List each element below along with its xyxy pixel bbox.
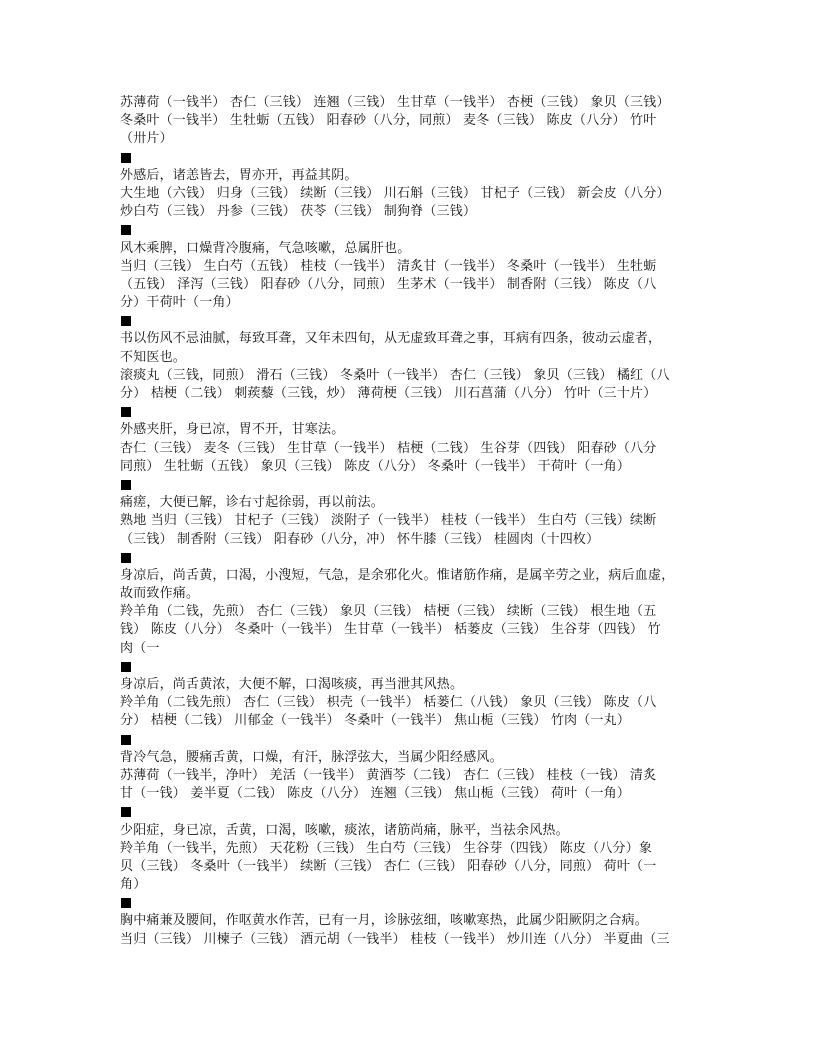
section-marker [120,894,710,912]
text-line: 痛瘥，大便已解，诊右寸起徐弱，再以前法。 [120,495,385,511]
text-line: 苏薄荷（一钱半，净叶） 羌活（一钱半） 黄酒芩（二钱） 杏仁（三钱） 桂枝（一钱） 清炙 [120,767,657,783]
section-marker [120,658,710,676]
text-line: 肉（一 [120,640,160,656]
square-bullet-icon [121,553,131,563]
text-line: 同煎） 生牡蛎（五钱） 象贝（三钱） 陈皮（八分） 冬桑叶（一钱半） 干荷叶（一角） [120,458,631,474]
square-bullet-icon [121,225,131,235]
text-line: 羚羊角（二钱，先煎） 杏仁（三钱） 象贝（三钱） 桔梗（三钱） 续断（三钱） 根生地（五 [120,604,657,620]
section-marker [120,221,710,239]
text-line: 背冷气急，腰痛舌黄，口燥，有汗，脉浮弦大，当属少阳经感风。 [120,749,503,765]
square-bullet-icon [121,153,131,163]
section-marker [120,476,710,494]
text-line: 甘（一钱） 姜半夏（二钱） 陈皮（八分） 连翘（三钱） 焦山栀（三钱） 荷叶（一角） [120,786,631,802]
text-line: 当归（三钱） 生白芍（五钱） 桂枝（一钱半） 清炙甘（一钱半） 冬桑叶（一钱半） 生牡蛎 [120,258,657,274]
text-line: （三钱） 制香附（三钱） 阳春砂（八分，冲） 怀牛膝（三钱） 桂圆肉（十四枚） [120,531,600,547]
text-line: 少阳症，身已凉，舌黄，口渴，咳嗽，痰浓，诸筋尚痛，脉平，当祛余风热。 [120,822,569,838]
text-line: 不知医也。 [120,349,187,365]
text-line: 外感后，诸恙皆去，胃亦开，再益其阴。 [120,167,358,183]
text-line: 炒白芍（三钱） 丹参（三钱） 茯苓（三钱） 制狗脊（三钱） [120,204,477,220]
text-line: 外感夹肝，身已凉，胃不开，甘寒法。 [120,422,345,438]
text-line: 分） 桔梗（二钱） 刺蒺藜（三钱，炒） 薄荷梗（三钱） 川石菖蒲（八分） 竹叶（三十片） [120,386,657,401]
square-bullet-icon [121,480,131,490]
document-page [120,94,710,949]
text-line: 书以伤风不忌油腻，每致耳聋，又年未四旬，从无虚致耳聋之事，耳病有四条，彼动云虚者， [120,331,662,347]
text-line: 钱） 陈皮（八分） 冬桑叶（一钱半） 生甘草（一钱半） 栝蒌皮（三钱） 生谷芽（四钱） 竹 [120,622,661,638]
section-marker [120,403,710,421]
section-marker [120,149,710,167]
text-line: 分） 桔梗（二钱） 川郁金（一钱半） 冬桑叶（一钱半） 焦山栀（三钱） 竹肉（一丸） [120,713,631,729]
section-marker [120,803,710,821]
text-line: 冬桑叶（一钱半） 生牡蛎（五钱） 阳春砂（八分，同煎） 麦冬（三钱） 陈皮（八分） 竹叶 [120,113,657,129]
square-bullet-icon [121,316,131,326]
text-line: 滚痰丸（三钱，同煎） 滑石（三钱） 冬桑叶（一钱半） 杏仁（三钱） 象贝（三钱） 橘红（八 [120,367,670,383]
text-line: 身凉后，尚舌黄，口渴，小溲短，气急，是余邪化火。惟诸筋作痛，是属辛劳之业，病后血虚， [120,567,675,583]
text-line: 贝（三钱） 冬桑叶（一钱半） 续断（三钱） 杏仁（三钱） 阳春砂（八分，同煎） 荷叶（一 [120,858,657,874]
text-line: 故而致作痛。 [120,586,200,602]
square-bullet-icon [121,662,131,672]
square-bullet-icon [121,898,131,908]
text-line: 羚羊角（二钱先煎） 杏仁（三钱） 枳壳（一钱半） 栝蒌仁（八钱） 象贝（三钱） 陈皮（八 [120,695,657,711]
text-line: （卅片） [120,131,173,147]
text-line: （五钱） 泽泻（三钱） 阳春砂（八分，同煎） 生茅术（一钱半） 制香附（三钱） 陈皮（八 [120,276,657,292]
text-line: 身凉后，尚舌黄浓，大便不解，口渴咳痰，再当泄其风热。 [120,677,464,692]
square-bullet-icon [121,407,131,417]
square-bullet-icon [121,735,131,745]
text-line: 胸中痛兼及腰间，作呕黄水作苦，已有一月，诊脉弦细，咳嗽寒热，此属少阳厥阴之合病。 [120,913,649,929]
text-line: 分）干荷叶（一角） [120,295,239,311]
text-line: 杏仁（三钱） 麦冬（三钱） 生甘草（一钱半） 桔梗（二钱） 生谷芽（四钱） 阳春砂（八分 [120,440,657,456]
text-line: 熟地 当归（三钱） 甘杞子（三钱） 淡附子（一钱半） 桂枝（一钱半） 生白芍（三钱）续断 [120,513,657,529]
square-bullet-icon [121,807,131,817]
text-line: 角） [120,877,147,893]
section-marker [120,549,710,567]
text-line: 大生地（六钱） 归身（三钱） 续断（三钱） 川石斛（三钱） 甘杞子（三钱） 新会皮（八分） [120,185,670,201]
section-marker [120,731,710,749]
text-line: 当归（三钱） 川楝子（三钱） 酒元胡（一钱半） 桂枝（一钱半） 炒川连（八分） 半夏曲（三 [120,931,670,947]
text-line: 苏薄荷（一钱半） 杏仁（三钱） 连翘（三钱） 生甘草（一钱半） 杏梗（三钱） 象贝（三钱） [120,95,670,110]
section-marker [120,312,710,330]
text-line: 风木乘脾，口燥背冷腹痛，气急咳嗽，总属肝也。 [120,240,411,256]
text-line: 羚羊角（一钱半，先煎） 天花粉（三钱） 生白芍（三钱） 生谷芽（四钱） 陈皮（八分）象 [120,840,653,856]
